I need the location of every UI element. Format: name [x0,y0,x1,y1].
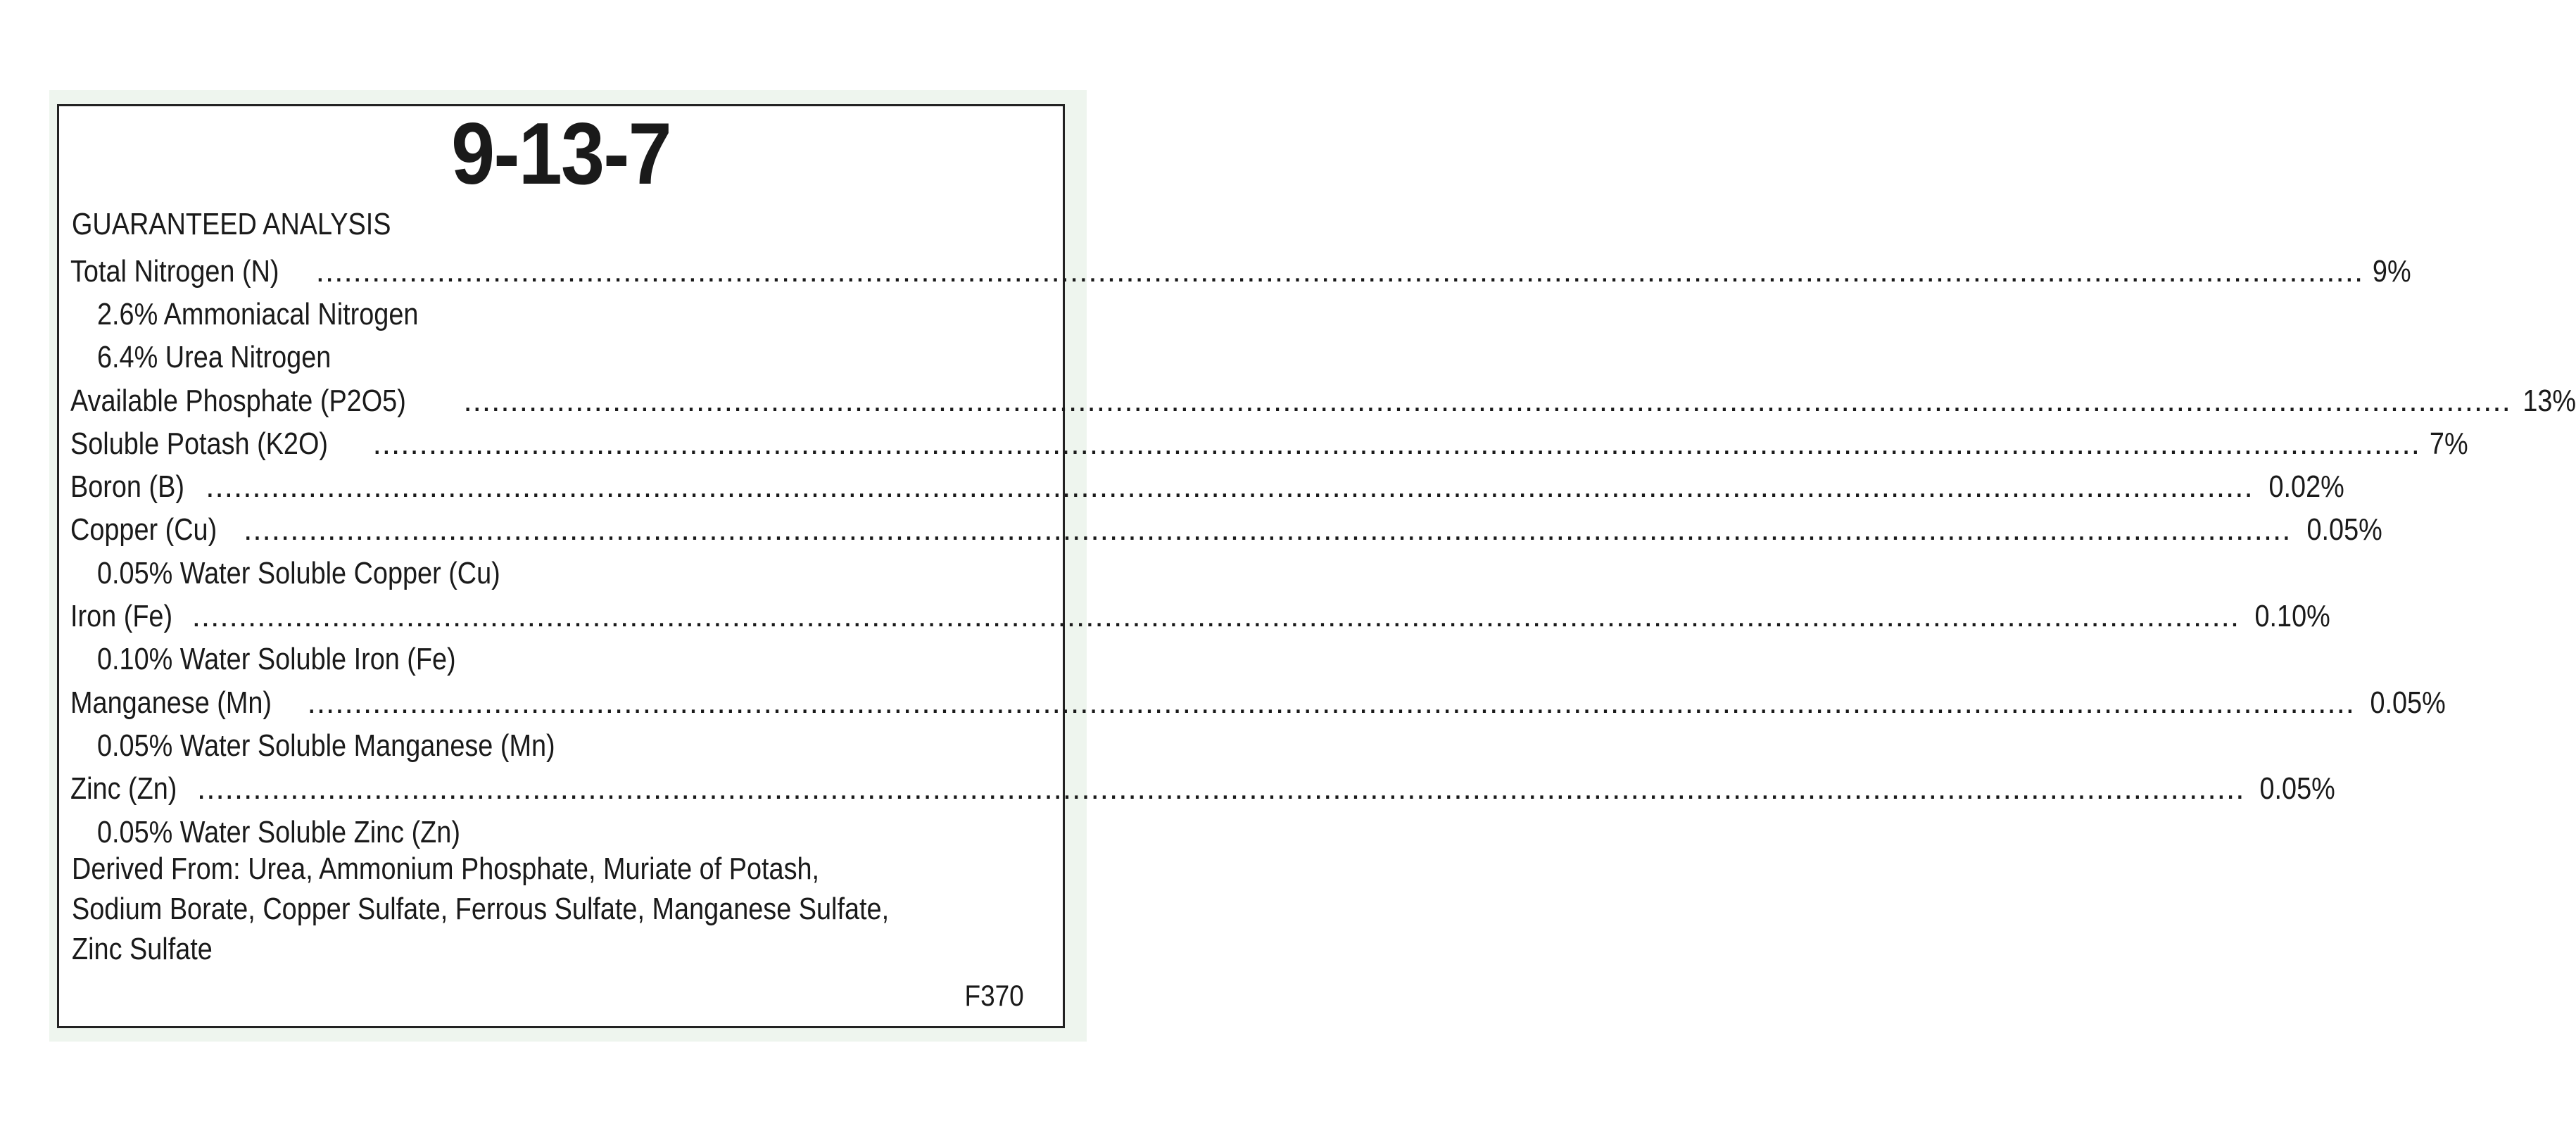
analysis-row [70,422,2468,465]
nutrient-percent: 0.05% [2259,771,2336,806]
dot-leader: ............................................................................................................................................................................................................................ [191,599,2240,634]
dot-leader: ............................................................................................................................................................................................................................ [315,253,2364,289]
nutrient-name: Zinc (Zn) [70,771,177,806]
analysis-subrow [70,811,1001,854]
derived-from-line: Derived From: Urea, Ammonium Phosphate, Muriate of Potash, [72,852,820,886]
nutrient-name: Available Phosphate (P2O5) [70,383,406,418]
derived-from-text [72,849,992,969]
nutrient-name: Copper (Cu) [70,512,217,548]
nutrient-name: Boron (B) [70,469,184,505]
guaranteed-analysis-heading: GUARANTEED ANALYSIS [72,207,391,241]
analysis-row [70,379,2576,422]
nutrient-name: 0.05% Water Soluble Copper (Cu) [97,555,500,590]
analysis-subrow [70,293,1001,336]
analysis-row [70,681,2446,724]
dot-leader: ............................................................................................................................................................................................................................ [244,512,2292,548]
nutrient-percent: 0.05% [2370,685,2446,720]
analysis-subrow [70,552,1001,595]
fertilizer-label [57,104,2576,1028]
nutrient-name: 0.10% Water Soluble Iron (Fe) [97,642,456,677]
nutrient-name: 0.05% Water Soluble Zinc (Zn) [97,814,460,849]
nutrient-percent: 13% [2523,383,2576,418]
nutrient-name: Total Nitrogen (N) [70,253,279,289]
analysis-subrow [70,724,1001,767]
nutrient-name: Soluble Potash (K2O) [70,426,328,461]
analysis-row [70,250,2411,293]
analysis-row [70,595,2330,638]
analysis-subrow [70,638,1001,681]
dot-leader: ............................................................................................................................................................................................................................ [372,426,2420,461]
analysis-row [70,509,2382,552]
nutrient-percent: 7% [2429,426,2468,461]
dot-leader: ............................................................................................................................................................................................................................ [463,383,2511,418]
nutrient-name: 6.4% Urea Nitrogen [97,340,332,375]
nutrient-name: Iron (Fe) [70,599,173,634]
fertilizer-grade: 9-13-7 [451,106,671,203]
nutrient-name: 0.05% Water Soluble Manganese (Mn) [97,728,555,763]
dot-leader: ............................................................................................................................................................................................................................ [197,771,2245,806]
analysis-row [70,465,2344,508]
nutrient-percent: 0.10% [2254,599,2330,634]
derived-from-line: Zinc Sulfate [72,932,213,966]
analysis-list [70,250,2576,854]
nutrient-name: 2.6% Ammoniacal Nitrogen [97,296,419,331]
nutrient-percent: 9% [2373,253,2411,289]
analysis-subrow [70,336,1001,379]
nutrient-name: Manganese (Mn) [70,685,272,720]
label-code: F370 [964,979,1024,1012]
dot-leader: ............................................................................................................................................................................................................................ [206,469,2254,505]
dot-leader: ............................................................................................................................................................................................................................ [307,685,2356,720]
analysis-row [70,768,2336,811]
nutrient-percent: 0.02% [2268,469,2344,505]
nutrient-percent: 0.05% [2306,512,2382,548]
derived-from-line: Sodium Borate, Copper Sulfate, Ferrous Sulfate, Manganese Sulfate, [72,892,890,926]
